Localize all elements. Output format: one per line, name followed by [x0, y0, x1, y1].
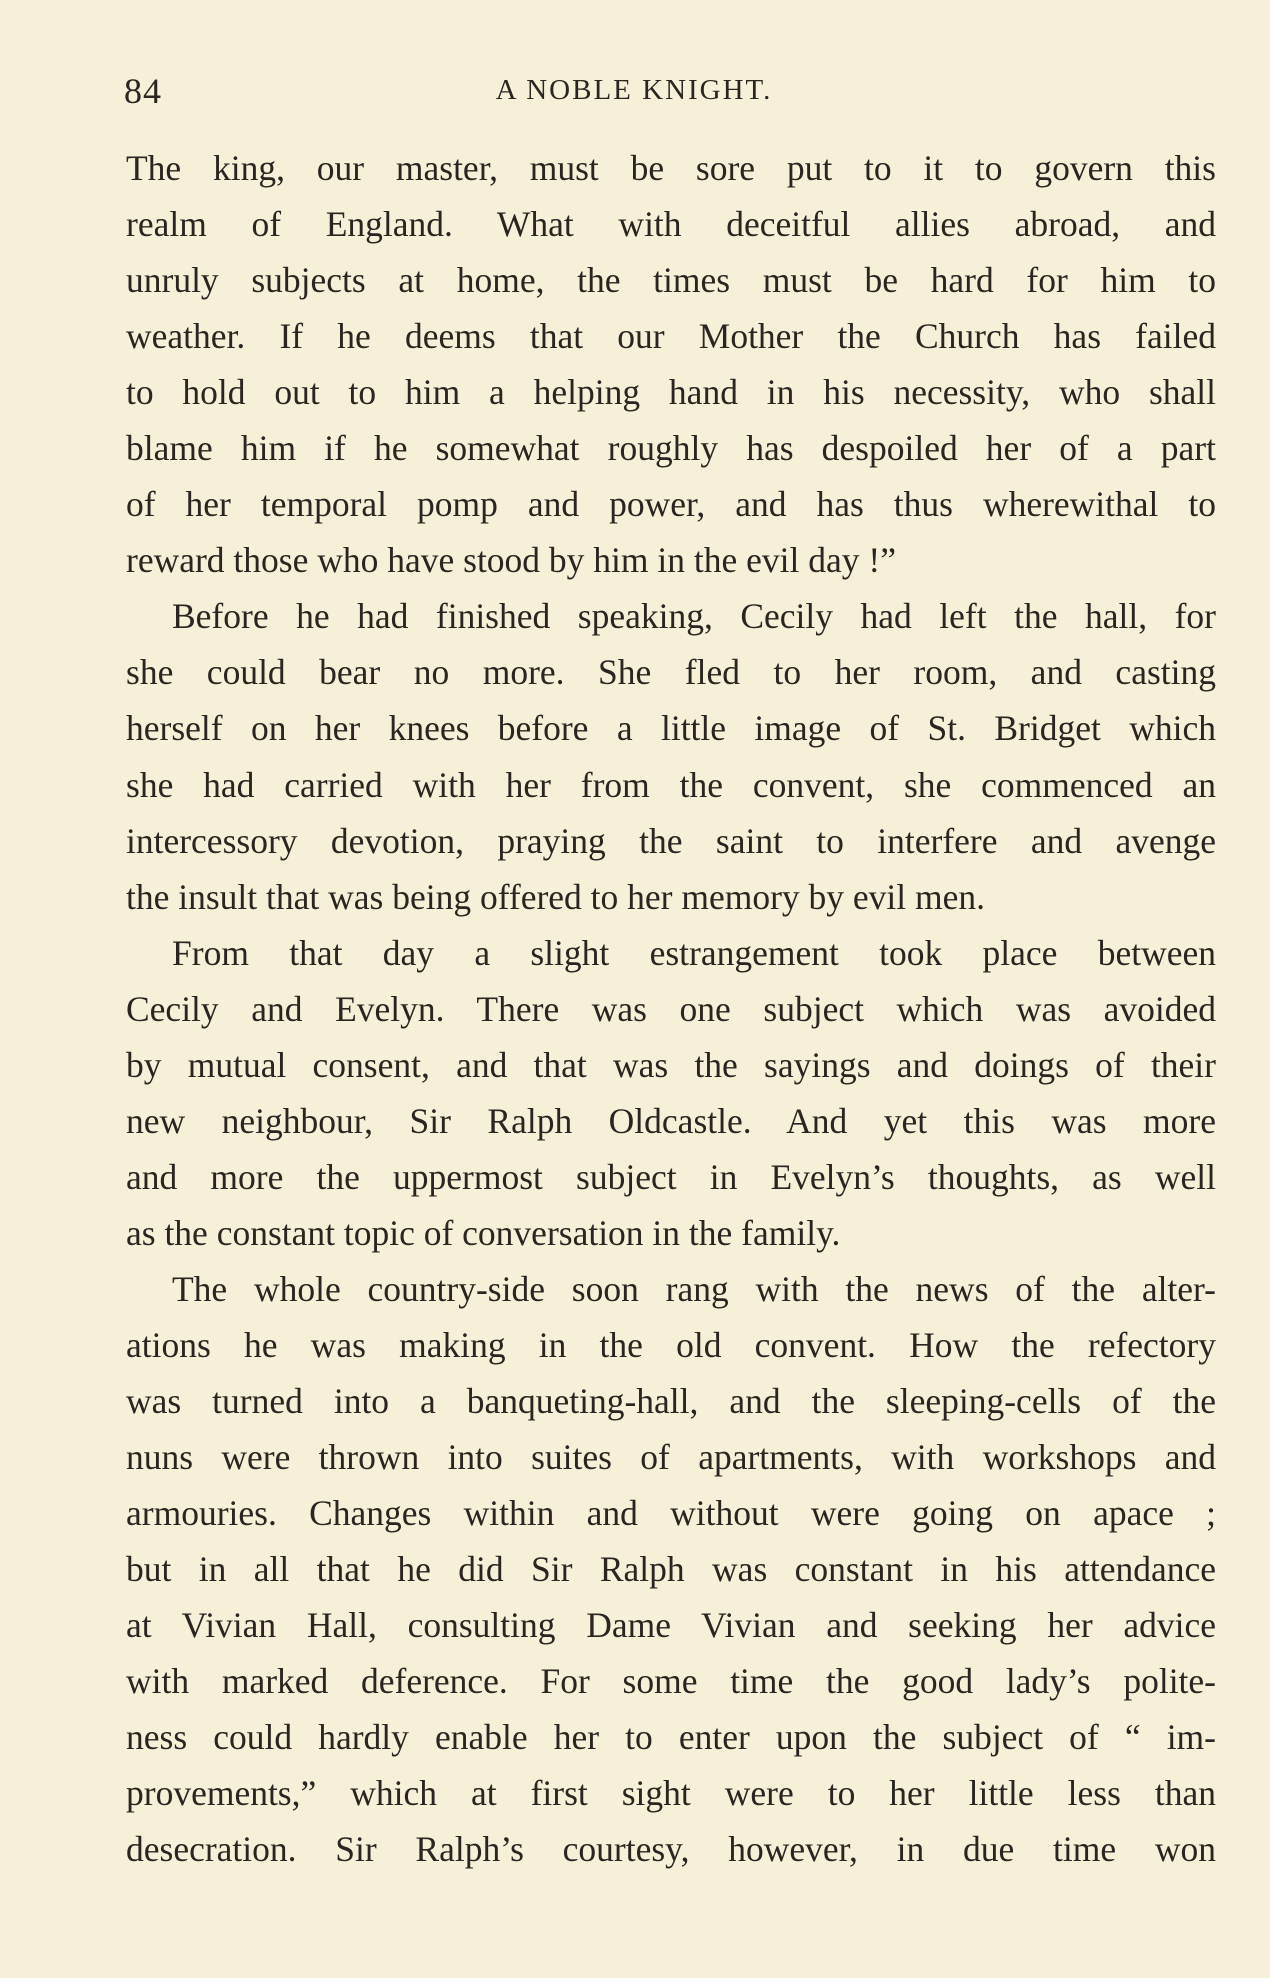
text-line: blame him if he somewhat roughly has despoiled her of a part — [126, 428, 1216, 469]
text-line: herself on her knees before a little image of St. Bridget which — [126, 708, 1216, 749]
text-line: armouries. Changes within and without were going on apace ; — [126, 1493, 1216, 1534]
text-line: intercessory devotion, praying the saint to interfere and avenge — [126, 820, 1216, 861]
text-line: The king, our master, must be sore put to it to govern this — [126, 148, 1216, 188]
text-line: but in all that he did Sir Ralph was constant in his attendance — [126, 1549, 1216, 1590]
text-line: at Vivian Hall, consulting Dame Vivian and seeking her advice — [126, 1605, 1216, 1646]
text-line: she could bear no more. She fled to her room, and casting — [126, 652, 1216, 693]
text-line: ations he was making in the old convent. How the refectory — [126, 1324, 1216, 1365]
text-line: by mutual consent, and that was the sayings and doings of their — [126, 1044, 1216, 1085]
text-line: of her temporal pomp and power, and has thus wherewithal to — [126, 484, 1216, 525]
text-line: provements,” which at first sight were to her little less than — [126, 1773, 1216, 1814]
text-line: unruly subjects at home, the times must be hard for him to — [126, 260, 1216, 301]
text-line: From that day a slight estrangement took place between — [172, 932, 1216, 973]
text-line: as the constant topic of conversation in the family. — [126, 1212, 841, 1253]
text-line: desecration. Sir Ralph’s courtesy, however, in due time won — [126, 1829, 1216, 1870]
body-text — [126, 140, 1216, 1877]
text-line: weather. If he deems that our Mother the Church has failed — [126, 316, 1216, 357]
text-line: Cecily and Evelyn. There was one subject which was avoided — [126, 988, 1216, 1029]
text-line: and more the uppermost subject in Evelyn’s thoughts, as well — [126, 1156, 1216, 1197]
text-line: realm of England. What with deceitful allies abroad, and — [126, 204, 1216, 245]
text-line: with marked deference. For some time the good lady’s polite- — [126, 1661, 1216, 1702]
running-head — [124, 70, 1214, 114]
text-line: she had carried with her from the convent, she commenced an — [126, 764, 1216, 805]
text-line: the insult that was being offered to her memory by evil men. — [126, 876, 986, 917]
text-line: nuns were thrown into suites of apartments, with workshops and — [126, 1437, 1216, 1478]
page-number: 84 — [124, 71, 162, 111]
text-line: ness could hardly enable her to enter upon the subject of “ im- — [126, 1717, 1216, 1758]
text-line: reward those who have stood by him in the evil day !” — [126, 540, 896, 581]
text-line: Before he had finished speaking, Cecily had left the hall, for — [172, 596, 1216, 637]
text-line: The whole country-side soon rang with the news of the alter- — [172, 1268, 1216, 1309]
text-line: new neighbour, Sir Ralph Oldcastle. And yet this was more — [126, 1100, 1216, 1141]
running-title: A NOBLE KNIGHT. — [495, 74, 773, 106]
text-line: to hold out to him a helping hand in his necessity, who shall — [126, 372, 1216, 413]
text-line: was turned into a banqueting-hall, and the sleeping-cells of the — [126, 1381, 1216, 1422]
